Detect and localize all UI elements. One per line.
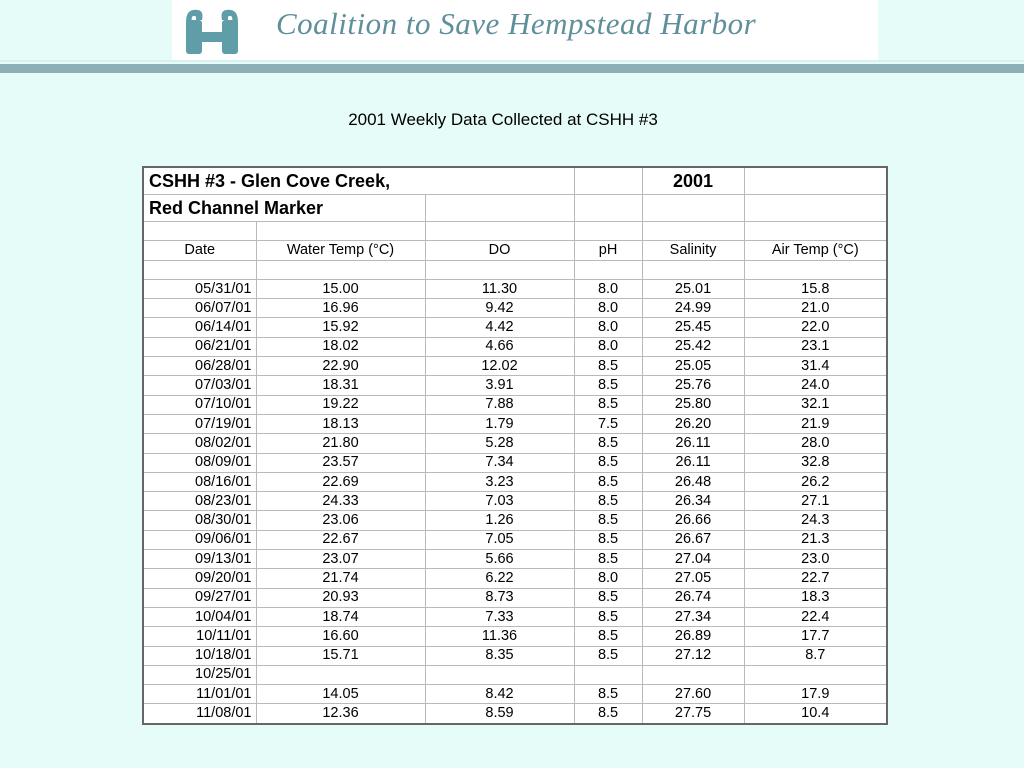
ph-cell: 7.5	[574, 414, 642, 433]
salinity-cell: 25.45	[642, 318, 744, 337]
table-row	[143, 607, 887, 626]
ph-cell: 8.0	[574, 318, 642, 337]
salinity-cell: 27.60	[642, 685, 744, 704]
date-cell: 08/09/01	[143, 453, 256, 472]
table-header-row-site	[143, 167, 887, 195]
table-row	[143, 704, 887, 724]
year-cell: 2001	[642, 167, 744, 195]
do-cell	[425, 665, 574, 684]
date-cell: 05/31/01	[143, 279, 256, 298]
empty-cell	[256, 260, 425, 279]
air-temp-cell	[744, 665, 887, 684]
date-cell: 10/25/01	[143, 665, 256, 684]
do-cell: 7.34	[425, 453, 574, 472]
empty-cell	[425, 195, 574, 222]
air-temp-cell: 15.8	[744, 279, 887, 298]
water-temp-cell: 18.31	[256, 376, 425, 395]
water-temp-cell: 14.05	[256, 685, 425, 704]
water-temp-cell: 15.71	[256, 646, 425, 665]
salinity-cell: 26.20	[642, 414, 744, 433]
water-temp-cell: 21.74	[256, 569, 425, 588]
water-temp-cell: 18.13	[256, 414, 425, 433]
air-temp-cell: 21.3	[744, 530, 887, 549]
air-temp-cell: 22.7	[744, 569, 887, 588]
do-cell: 7.05	[425, 530, 574, 549]
empty-cell	[143, 260, 256, 279]
table-row	[143, 569, 887, 588]
salinity-cell: 27.12	[642, 646, 744, 665]
salinity-cell: 26.67	[642, 530, 744, 549]
table-row	[143, 376, 887, 395]
table-row	[143, 550, 887, 569]
date-cell: 10/18/01	[143, 646, 256, 665]
ph-cell: 8.5	[574, 453, 642, 472]
do-cell: 9.42	[425, 299, 574, 318]
salinity-cell	[642, 665, 744, 684]
ph-cell: 8.5	[574, 685, 642, 704]
do-cell: 8.73	[425, 588, 574, 607]
empty-cell	[574, 222, 642, 241]
water-temp-cell: 24.33	[256, 492, 425, 511]
empty-cell	[642, 195, 744, 222]
table-row	[143, 492, 887, 511]
empty-cell	[744, 260, 887, 279]
ph-cell	[574, 665, 642, 684]
do-cell: 4.66	[425, 337, 574, 356]
table-row	[143, 588, 887, 607]
water-temp-cell: 23.06	[256, 511, 425, 530]
date-cell: 07/03/01	[143, 376, 256, 395]
table-row	[143, 414, 887, 433]
salinity-cell: 25.42	[642, 337, 744, 356]
water-temp-cell: 16.96	[256, 299, 425, 318]
water-temp-cell: 21.80	[256, 434, 425, 453]
date-cell: 07/10/01	[143, 395, 256, 414]
date-cell: 06/21/01	[143, 337, 256, 356]
air-temp-cell: 32.1	[744, 395, 887, 414]
do-cell: 12.02	[425, 357, 574, 376]
salinity-cell: 26.11	[642, 434, 744, 453]
ph-cell: 8.5	[574, 646, 642, 665]
salinity-cell: 25.05	[642, 357, 744, 376]
table-row	[143, 337, 887, 356]
air-temp-cell: 17.9	[744, 685, 887, 704]
salinity-cell: 27.04	[642, 550, 744, 569]
water-temp-cell: 18.74	[256, 607, 425, 626]
header-banner	[172, 0, 878, 60]
do-cell: 7.03	[425, 492, 574, 511]
do-cell: 7.33	[425, 607, 574, 626]
table-row	[143, 453, 887, 472]
column-header-ph: pH	[574, 241, 642, 260]
table-row	[143, 530, 887, 549]
air-temp-cell: 18.3	[744, 588, 887, 607]
empty-cell	[744, 222, 887, 241]
do-cell: 11.30	[425, 279, 574, 298]
water-temp-cell: 12.36	[256, 704, 425, 724]
empty-cell	[425, 222, 574, 241]
do-cell: 6.22	[425, 569, 574, 588]
empty-cell	[744, 195, 887, 222]
air-temp-cell: 21.0	[744, 299, 887, 318]
do-cell: 5.28	[425, 434, 574, 453]
date-cell: 09/06/01	[143, 530, 256, 549]
ph-cell: 8.5	[574, 627, 642, 646]
date-cell: 09/27/01	[143, 588, 256, 607]
empty-cell	[642, 222, 744, 241]
spacer-row	[143, 222, 887, 241]
ph-cell: 8.5	[574, 530, 642, 549]
weekly-data-table	[142, 166, 888, 725]
salinity-cell: 26.48	[642, 472, 744, 491]
salinity-cell: 26.34	[642, 492, 744, 511]
column-header-do: DO	[425, 241, 574, 260]
column-header-row	[143, 241, 887, 260]
salinity-cell: 26.89	[642, 627, 744, 646]
salinity-cell: 26.74	[642, 588, 744, 607]
date-cell: 06/28/01	[143, 357, 256, 376]
empty-cell	[425, 260, 574, 279]
ph-cell: 8.5	[574, 607, 642, 626]
air-temp-cell: 31.4	[744, 357, 887, 376]
site-location-cell: Red Channel Marker	[143, 195, 425, 222]
salinity-cell: 27.05	[642, 569, 744, 588]
air-temp-cell: 8.7	[744, 646, 887, 665]
do-cell: 4.42	[425, 318, 574, 337]
do-cell: 8.59	[425, 704, 574, 724]
salinity-cell: 27.34	[642, 607, 744, 626]
do-cell: 3.23	[425, 472, 574, 491]
site-name-cell: CSHH #3 - Glen Cove Creek,	[143, 167, 574, 195]
date-cell: 09/20/01	[143, 569, 256, 588]
air-temp-cell: 26.2	[744, 472, 887, 491]
do-cell: 3.91	[425, 376, 574, 395]
date-cell: 07/19/01	[143, 414, 256, 433]
table-row	[143, 357, 887, 376]
table-row	[143, 472, 887, 491]
empty-cell	[574, 195, 642, 222]
salinity-cell: 26.11	[642, 453, 744, 472]
water-temp-cell: 22.69	[256, 472, 425, 491]
water-temp-cell: 22.90	[256, 357, 425, 376]
water-temp-cell: 23.07	[256, 550, 425, 569]
ph-cell: 8.0	[574, 569, 642, 588]
salinity-cell: 26.66	[642, 511, 744, 530]
ph-cell: 8.5	[574, 550, 642, 569]
date-cell: 10/04/01	[143, 607, 256, 626]
air-temp-cell: 28.0	[744, 434, 887, 453]
date-cell: 11/08/01	[143, 704, 256, 724]
air-temp-cell: 22.0	[744, 318, 887, 337]
table-row	[143, 665, 887, 684]
ph-cell: 8.5	[574, 395, 642, 414]
ph-cell: 8.0	[574, 337, 642, 356]
water-temp-cell: 22.67	[256, 530, 425, 549]
empty-cell	[744, 167, 887, 195]
date-cell: 08/16/01	[143, 472, 256, 491]
water-temp-cell: 19.22	[256, 395, 425, 414]
air-temp-cell: 23.0	[744, 550, 887, 569]
water-temp-cell: 16.60	[256, 627, 425, 646]
column-header-water-temp: Water Temp (°C)	[256, 241, 425, 260]
water-temp-cell: 20.93	[256, 588, 425, 607]
air-temp-cell: 24.3	[744, 511, 887, 530]
air-temp-cell: 17.7	[744, 627, 887, 646]
water-temp-cell: 15.92	[256, 318, 425, 337]
table-row	[143, 318, 887, 337]
ph-cell: 8.0	[574, 299, 642, 318]
water-temp-cell	[256, 665, 425, 684]
ph-cell: 8.5	[574, 376, 642, 395]
empty-cell	[642, 260, 744, 279]
water-temp-cell: 15.00	[256, 279, 425, 298]
ph-cell: 8.5	[574, 492, 642, 511]
do-cell: 8.42	[425, 685, 574, 704]
date-cell: 10/11/01	[143, 627, 256, 646]
air-temp-cell: 27.1	[744, 492, 887, 511]
table-row	[143, 646, 887, 665]
organization-name: Coalition to Save Hempstead Harbor	[276, 6, 757, 41]
page-title: 2001 Weekly Data Collected at CSHH #3	[348, 110, 658, 129]
ph-cell: 8.5	[574, 511, 642, 530]
ph-cell: 8.5	[574, 434, 642, 453]
water-temp-cell: 23.57	[256, 453, 425, 472]
water-temp-cell: 18.02	[256, 337, 425, 356]
do-cell: 1.79	[425, 414, 574, 433]
cshh-logo-icon	[182, 6, 244, 56]
banner-divider	[0, 64, 1024, 73]
air-temp-cell: 32.8	[744, 453, 887, 472]
date-cell: 09/13/01	[143, 550, 256, 569]
table-row	[143, 434, 887, 453]
air-temp-cell: 10.4	[744, 704, 887, 724]
table-row	[143, 299, 887, 318]
spacer-row	[143, 260, 887, 279]
do-cell: 7.88	[425, 395, 574, 414]
date-cell: 08/30/01	[143, 511, 256, 530]
ph-cell: 8.5	[574, 472, 642, 491]
salinity-cell: 27.75	[642, 704, 744, 724]
empty-cell	[143, 222, 256, 241]
column-header-salinity: Salinity	[642, 241, 744, 260]
ph-cell: 8.5	[574, 588, 642, 607]
salinity-cell: 25.80	[642, 395, 744, 414]
banner-divider-thin	[0, 60, 1024, 62]
salinity-cell: 24.99	[642, 299, 744, 318]
empty-cell	[574, 167, 642, 195]
table-header-row-location	[143, 195, 887, 222]
date-cell: 06/07/01	[143, 299, 256, 318]
salinity-cell: 25.76	[642, 376, 744, 395]
table-row	[143, 511, 887, 530]
air-temp-cell: 24.0	[744, 376, 887, 395]
air-temp-cell: 21.9	[744, 414, 887, 433]
column-header-date: Date	[143, 241, 256, 260]
table-row	[143, 627, 887, 646]
ph-cell: 8.0	[574, 279, 642, 298]
date-cell: 11/01/01	[143, 685, 256, 704]
ph-cell: 8.5	[574, 357, 642, 376]
do-cell: 11.36	[425, 627, 574, 646]
date-cell: 08/23/01	[143, 492, 256, 511]
date-cell: 06/14/01	[143, 318, 256, 337]
empty-cell	[256, 222, 425, 241]
table-row	[143, 279, 887, 298]
air-temp-cell: 22.4	[744, 607, 887, 626]
do-cell: 8.35	[425, 646, 574, 665]
table-row	[143, 685, 887, 704]
date-cell: 08/02/01	[143, 434, 256, 453]
ph-cell: 8.5	[574, 704, 642, 724]
air-temp-cell: 23.1	[744, 337, 887, 356]
table-row	[143, 395, 887, 414]
empty-cell	[574, 260, 642, 279]
do-cell: 1.26	[425, 511, 574, 530]
salinity-cell: 25.01	[642, 279, 744, 298]
column-header-air-temp: Air Temp (°C)	[744, 241, 887, 260]
do-cell: 5.66	[425, 550, 574, 569]
